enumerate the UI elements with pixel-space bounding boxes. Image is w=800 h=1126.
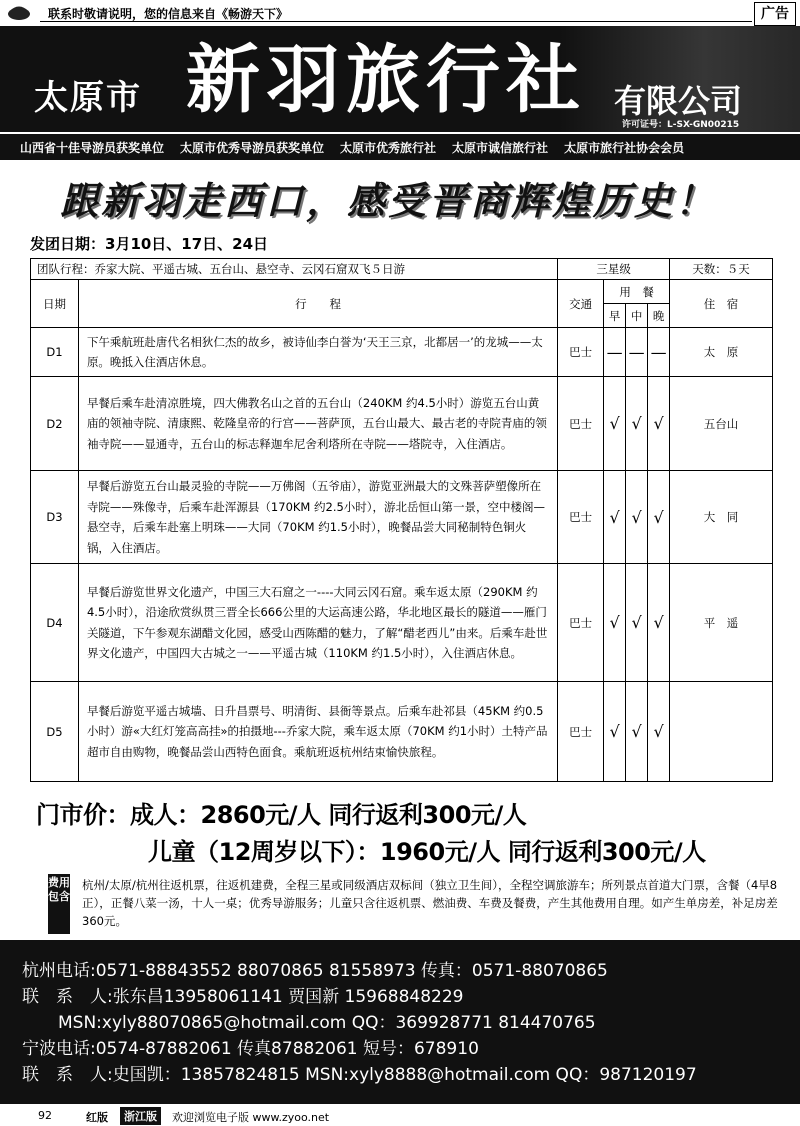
company-suffix: 有限公司 xyxy=(614,82,743,120)
city-name: 太原市 xyxy=(34,78,142,118)
itinerary-table xyxy=(30,258,773,782)
source-notice: 联系时敬请说明，您的信息来自《畅游天下》 xyxy=(48,7,289,21)
slogan: 跟新羽走西口，感受晋商辉煌历史！ xyxy=(60,178,717,223)
edition-label: 红版 xyxy=(86,1111,108,1124)
honors-bar xyxy=(0,132,800,160)
honor-item: 太原市旅行社协会会员 xyxy=(564,140,685,155)
fee-text: 杭州/太原/杭州往返机票，往返机建费，全程三星或同级酒店双标间（独立卫生间），全程空调旅游车；所列景点首道大门票，含餐（4早8正），正餐八菜一汤，十人一桌；优秀导游服务；儿童只含往返机票、燃油费、车费及餐费，产生其他费用自理。如产生单房差，补足房差360元。 xyxy=(82,878,778,928)
ningbo-contacts: 联 系 人:史国凯：13857824815 MSN:xyly8888@hotmail.com QQ：987120197 xyxy=(22,1065,697,1085)
page-footer xyxy=(0,1104,800,1126)
departure-dates: 发团日期：3月10日、17日、24日 xyxy=(30,235,269,253)
honor-item: 太原市优秀旅行社 xyxy=(340,140,437,155)
honor-item: 太原市诚信旅行社 xyxy=(452,140,549,155)
day-cell: D4 xyxy=(31,564,79,682)
dinner-cell: √ xyxy=(648,471,670,564)
dinner-cell: √ xyxy=(648,564,670,682)
ningbo-phone: 宁波电话:0574-87882061 传真87882061 短号：678910 xyxy=(22,1039,479,1059)
dinner-cell: √ xyxy=(648,682,670,782)
hotel-grade: 三星级 xyxy=(558,259,670,280)
company-header xyxy=(0,26,800,132)
transport-cell: 巴士 xyxy=(558,328,604,377)
honor-item: 太原市优秀导游员获奖单位 xyxy=(180,140,325,155)
lunch-cell: √ xyxy=(626,564,648,682)
contact-panel xyxy=(0,940,800,1104)
desc-cell: 早餐后游览世界文化遗产，中国三大石窟之一----大同云冈石窟。乘车返太原（290KM 约4.5小时），沿途欣赏纵贯三晋全长666公里的大运高速公路，华北地区最长的隧道——雁门关隧道，下午参观东湖醋文化园，感受山西陈醋的魅力，了解“醋老西儿”由来。后乘车赴世界文化遗产，中国四大古城之一——平遥古城（110KM 约1.5小时），入住酒店休息。 xyxy=(78,564,557,682)
top-bar xyxy=(0,0,800,26)
col-meals: 用 餐 xyxy=(604,280,670,304)
magazine-logo-icon xyxy=(6,3,32,23)
company-name: 新羽旅行社 xyxy=(186,37,586,123)
stay-cell: 平 遥 xyxy=(670,564,773,682)
lunch-cell: — xyxy=(626,328,648,377)
table-row xyxy=(31,682,773,782)
breakfast-cell: — xyxy=(604,328,626,377)
desc-cell: 早餐后乘车赴清凉胜境，四大佛教名山之首的五台山（240KM 约4.5小时）游览五台山黄庙的领袖寺院、清康熙、乾隆皇帝的行宫——菩萨顶，五台山最大、最古老的寺院青庙的领袖寺院——显通寺，五台山的标志释迦牟尼舍利塔所在寺院——塔院寺，入住酒店。 xyxy=(78,377,557,471)
day-cell: D5 xyxy=(31,682,79,782)
child-price: 儿童（12周岁以下）：1960元/人 同行返利300元/人 xyxy=(148,838,706,866)
page-number: 92 xyxy=(38,1109,52,1122)
transport-cell: 巴士 xyxy=(558,471,604,564)
col-itinerary: 行 程 xyxy=(78,280,557,328)
table-row xyxy=(31,328,773,377)
desc-cell: 下午乘航班赴唐代名相狄仁杰的故乡，被诗仙李白誉为‘天王三京，北都居一’的龙城——太原。晚抵入住酒店休息。 xyxy=(78,328,557,377)
fee-label: 费用包含 xyxy=(48,874,70,934)
stay-cell xyxy=(670,682,773,782)
col-breakfast: 早 xyxy=(604,304,626,328)
day-cell: D2 xyxy=(31,377,79,471)
stay-cell: 太 原 xyxy=(670,328,773,377)
divider xyxy=(40,21,752,22)
desc-cell: 早餐后游览平遥古城墙、日升昌票号、明清街、县衙等景点。后乘车赴祁县（45KM 约0.5小时）游«大红灯笼高高挂»的拍摄地---乔家大院，乘车返太原（70KM 约1小时）土特产品超市自由购物，晚餐品尝山西特色面食。乘航班返杭州结束愉快旅程。 xyxy=(78,682,557,782)
lunch-cell: √ xyxy=(626,682,648,782)
lunch-cell: √ xyxy=(626,377,648,471)
transport-cell: 巴士 xyxy=(558,564,604,682)
transport-cell: 巴士 xyxy=(558,377,604,471)
msn-qq: MSN:xyly88070865@hotmail.com QQ：369928771 814470765 xyxy=(58,1013,596,1033)
breakfast-cell: √ xyxy=(604,377,626,471)
ad-label: 广告 xyxy=(754,2,796,26)
route-text: 团队行程：乔家大院、平遥古城、五台山、悬空寺、云冈石窟双飞５日游 xyxy=(31,259,558,280)
dinner-cell: √ xyxy=(648,377,670,471)
lunch-cell: √ xyxy=(626,471,648,564)
tour-days: 天数：５天 xyxy=(670,259,773,280)
col-transport: 交通 xyxy=(558,280,604,328)
col-stay: 住 宿 xyxy=(670,280,773,328)
license-number: 许可证号：L-SX-GN00215 xyxy=(622,120,740,130)
transport-cell: 巴士 xyxy=(558,682,604,782)
day-cell: D1 xyxy=(31,328,79,377)
stay-cell: 五台山 xyxy=(670,377,773,471)
breakfast-cell: √ xyxy=(604,682,626,782)
table-row xyxy=(31,377,773,471)
breakfast-cell: √ xyxy=(604,471,626,564)
fee-includes xyxy=(48,874,778,934)
table-row xyxy=(31,564,773,682)
adult-price: 门市价：成人：2860元/人 同行返利300元/人 xyxy=(36,801,527,829)
stay-cell: 大 同 xyxy=(670,471,773,564)
col-day: 日期 xyxy=(31,280,79,328)
region-label: 浙江版 xyxy=(120,1107,161,1125)
route-row xyxy=(31,259,773,280)
table-row xyxy=(31,471,773,564)
honor-item: 山西省十佳导游员获奖单位 xyxy=(20,140,165,155)
dinner-cell: — xyxy=(648,328,670,377)
website-link[interactable]: 欢迎浏览电子版 www.zyoo.net xyxy=(172,1111,330,1124)
day-cell: D3 xyxy=(31,471,79,564)
hangzhou-phone: 杭州电话:0571-88843552 88070865 81558973 传真：0571-88070865 xyxy=(22,961,608,981)
header-row xyxy=(31,280,773,304)
desc-cell: 早餐后游览五台山最灵验的寺院——万佛阁（五爷庙），游览亚洲最大的文殊菩萨塑像所在寺院——殊像寺，后乘车赴浑源县（170KM 约2.5小时），游北岳恒山第一景，空中楼阁—悬空寺，后乘车赴塞上明珠——大同（70KM 约1.5小时），晚餐品尝大同秘制特色铜火锅，入住酒店。 xyxy=(78,471,557,564)
hangzhou-contacts: 联 系 人:张东昌13958061141 贾国新 15968848229 xyxy=(22,987,464,1007)
breakfast-cell: √ xyxy=(604,564,626,682)
col-dinner: 晚 xyxy=(648,304,670,328)
col-lunch: 中 xyxy=(626,304,648,328)
